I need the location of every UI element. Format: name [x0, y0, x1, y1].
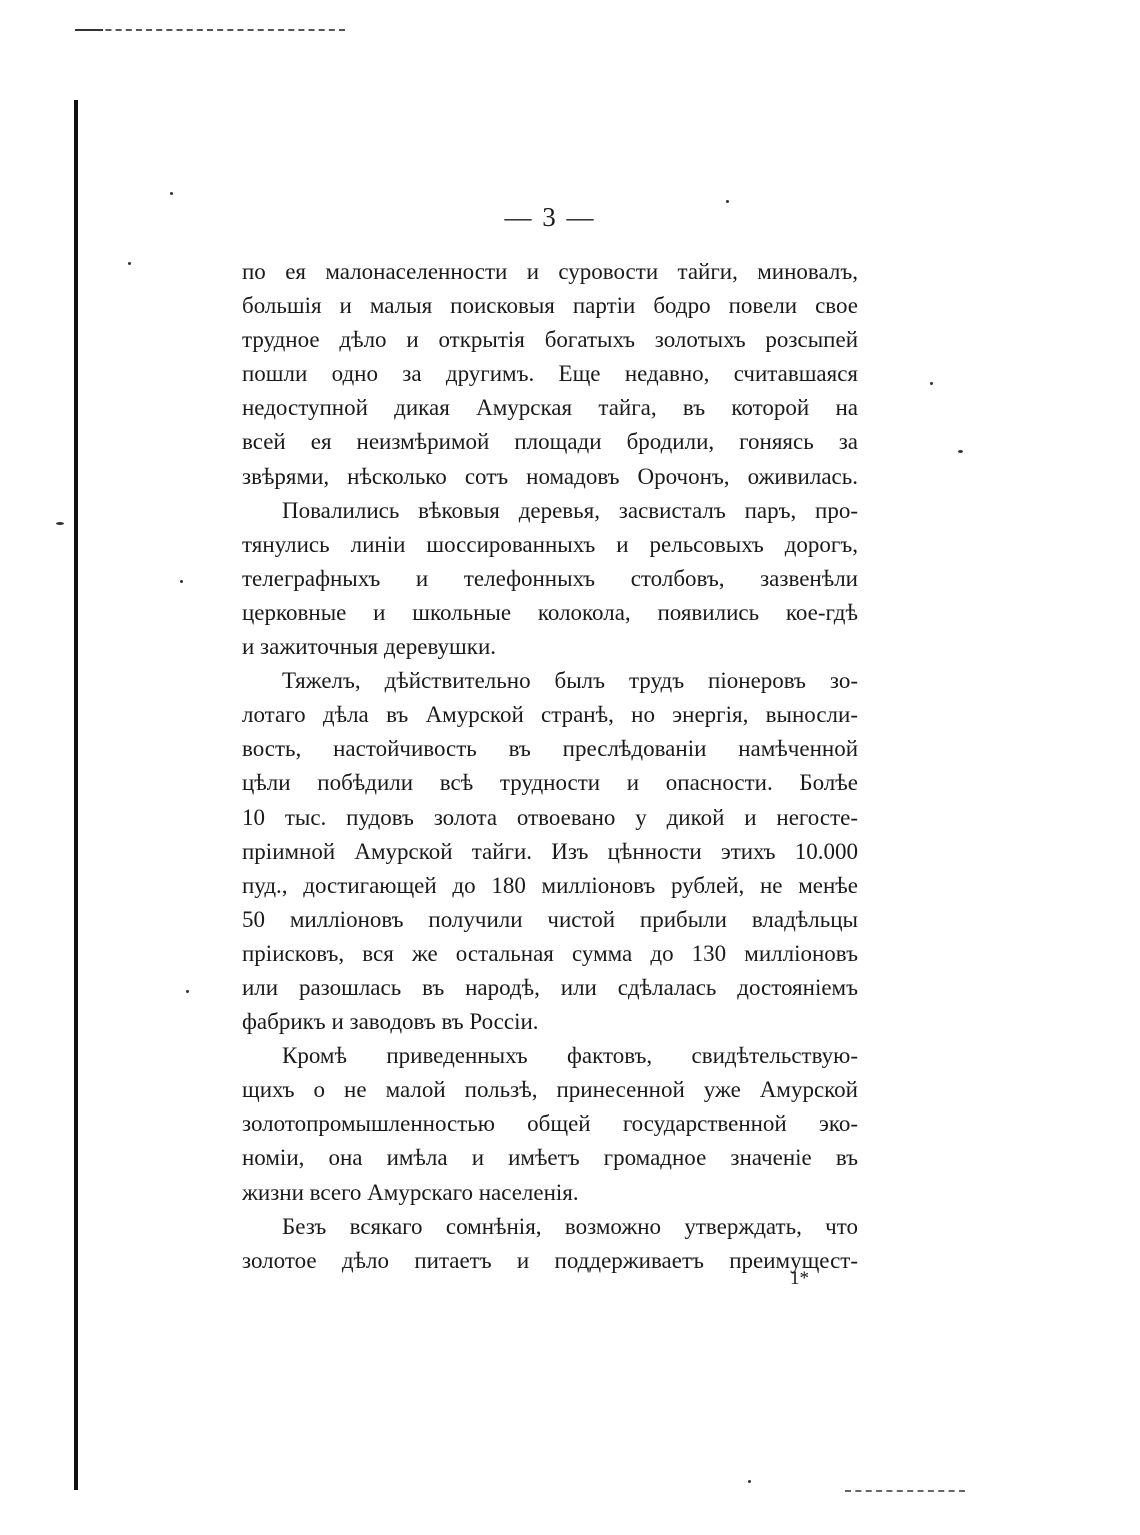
text-line: золотое дѣло питаетъ и поддерживаетъ преимущест- — [242, 1247, 858, 1273]
scan-speck — [748, 1480, 751, 1483]
text-line: вость, настойчивость въ преслѣдованіи намѣченной — [242, 736, 858, 762]
text-line: Кромѣ приведенныхъ фактовъ, свидѣтельствую- — [282, 1043, 858, 1069]
signature-mark: 1* — [790, 1268, 809, 1289]
text-line: 50 милліоновъ получили чистой прибыли владѣльцы — [242, 906, 858, 932]
scan-speck — [170, 192, 173, 195]
text-line: трудное дѣло и открытія богатыхъ золотыхъ розсыпей — [242, 327, 858, 353]
text-line: Тяжелъ, дѣйствительно былъ трудъ піонеровъ зо- — [282, 668, 858, 694]
text-line: лотаго дѣла въ Амурской странѣ, но энергія, выносли- — [242, 702, 858, 728]
text-line: золотопромышленностью общей государственной эко- — [242, 1111, 858, 1137]
text-line: пріисковъ, вся же остальная сумма до 130 милліоновъ — [242, 940, 858, 966]
text-line: по ея малонаселенности и суровости тайги, миновалъ, — [242, 259, 858, 284]
paragraph — [242, 255, 858, 494]
text-line: звѣрями, нѣсколько сотъ номадовъ Орочонъ, оживилась. — [242, 463, 858, 489]
text-line: щихъ о не малой пользѣ, принесенной уже Амурской — [242, 1077, 858, 1103]
text-line: 10 тыс. пудовъ золота отвоевано у дикой и негосте- — [242, 804, 858, 830]
scan-speck — [56, 522, 64, 525]
text-line: всей ея неизмѣримой площади бродили, гоняясь за — [242, 429, 858, 455]
paragraph — [242, 1210, 858, 1278]
scan-bottom-rule — [845, 1490, 965, 1492]
text-line: и зажиточныя деревушки. — [242, 634, 496, 660]
text-line: недоступной дикая Амурская тайга, въ которой на — [242, 395, 858, 421]
text-line: телеграфныхъ и телефонныхъ столбовъ, зазвенѣли — [242, 565, 858, 591]
text-line: жизни всего Амурскаго населенія. — [242, 1179, 579, 1205]
text-line: номіи, она имѣла и имѣетъ громадное значеніе въ — [242, 1145, 858, 1171]
text-line: тянулись линіи шоссированныхъ и рельсовыхъ дорогъ, — [242, 531, 858, 557]
text-line: пошли одно за другимъ. Еще недавно, считавшаяся — [242, 361, 858, 387]
paragraph — [242, 664, 858, 1039]
scan-speck — [186, 990, 189, 993]
text-line: цѣли побѣдили всѣ трудности и опасности. Болѣе — [242, 770, 858, 796]
text-line: Повалились вѣковыя деревья, засвисталъ паръ, про- — [282, 497, 858, 523]
text-line: церковные и школьные колокола, появились кое-гдѣ — [242, 599, 858, 625]
scan-speck — [128, 262, 131, 265]
scan-top-rule — [75, 29, 345, 31]
scan-speck — [930, 382, 933, 385]
body-text — [242, 255, 858, 1278]
text-line: или разошлась въ народѣ, или сдѣлалась достояніемъ — [242, 974, 858, 1000]
text-line: пуд., достигающей до 180 милліоновъ рублей, не менѣе — [242, 872, 858, 898]
scan-speck — [180, 580, 183, 583]
paragraph — [242, 494, 858, 664]
text-line: большія и малыя поисковыя партіи бодро повели свое — [242, 293, 858, 319]
text-line: фабрикъ и заводовъ въ Россіи. — [242, 1009, 539, 1035]
page-number: — 3 — — [504, 202, 596, 232]
scan-left-edge — [74, 100, 78, 1490]
scan-speck — [958, 450, 963, 453]
text-line: пріимной Амурской тайги. Изъ цѣнности этихъ 10.000 — [242, 838, 858, 864]
text-line: Безъ всякаго сомнѣнія, возможно утверждать, что — [282, 1213, 858, 1239]
paragraph — [242, 1039, 858, 1209]
